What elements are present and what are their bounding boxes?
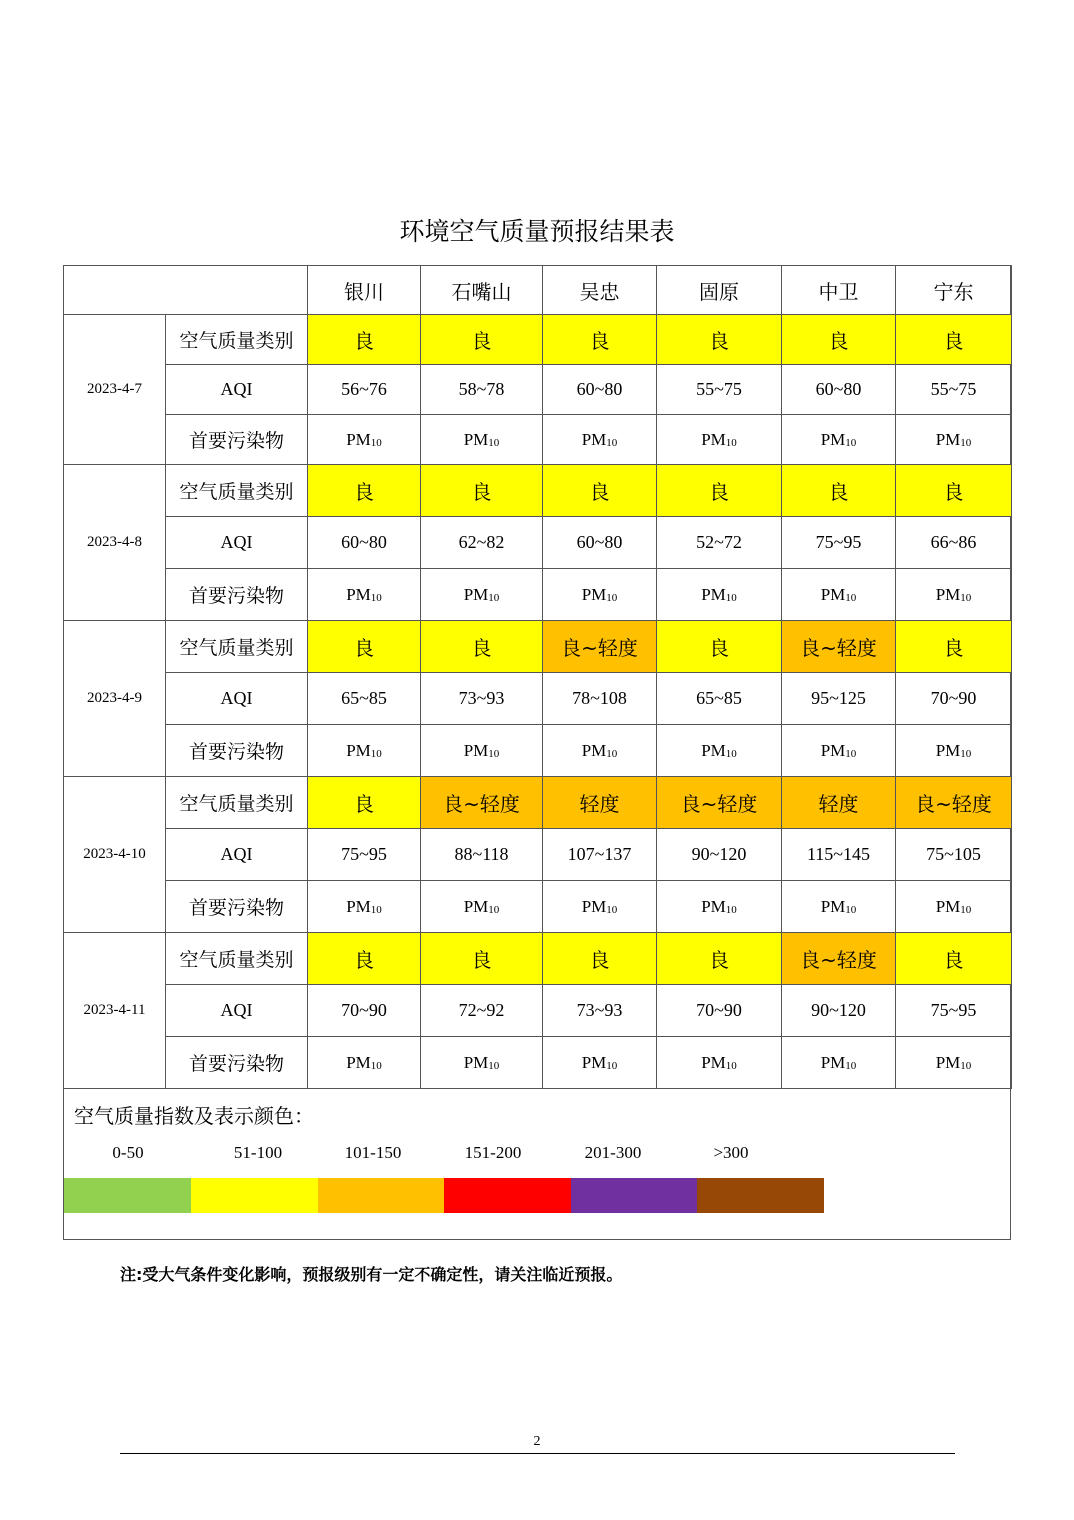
legend-range: 101-150 — [344, 1143, 402, 1162]
primary-pollutant-cell — [782, 1037, 896, 1089]
city-header: 吴忠 — [543, 266, 657, 315]
primary-pollutant-cell — [308, 415, 421, 465]
page-title: 环境空气质量预报结果表 — [399, 217, 675, 246]
air-quality-category-cell: 良~轻度 — [782, 933, 896, 985]
primary-pollutant-cell — [657, 1037, 782, 1089]
pollutant-name: PM — [346, 584, 371, 604]
primary-pollutant-cell — [782, 569, 896, 621]
aqi-value-cell: 55~75 — [896, 365, 1012, 415]
air-quality-category-cell: 良 — [896, 465, 1012, 517]
primary-pollutant-cell — [782, 725, 896, 777]
pollutant-subscript: 10 — [488, 436, 500, 449]
pollutant-name: PM — [463, 1052, 489, 1072]
aqi-value-cell: 115~145 — [782, 829, 896, 881]
pollutant-subscript: 10 — [370, 591, 382, 604]
footer-rule — [120, 1453, 955, 1454]
primary-pollutant-cell — [782, 881, 896, 933]
forecast-table — [63, 265, 1012, 1089]
pollutant-subscript: 10 — [488, 1059, 500, 1072]
row-label-pollutant: 首要污染物 — [166, 725, 308, 777]
air-quality-category-cell: 良 — [543, 315, 657, 365]
pollutant-subscript: 10 — [370, 747, 382, 760]
pollutant-subscript: 10 — [845, 1059, 857, 1072]
pollutant-subscript: 10 — [606, 591, 618, 604]
aqi-value-cell: 78~108 — [543, 673, 657, 725]
air-quality-category-cell: 轻度 — [543, 777, 657, 829]
pollutant-subscript: 10 — [488, 747, 500, 760]
aqi-value-cell: 70~90 — [896, 673, 1012, 725]
air-quality-category-cell: 良 — [657, 621, 782, 673]
pollutant-name: PM — [935, 1052, 961, 1072]
primary-pollutant-cell — [543, 569, 657, 621]
primary-pollutant-cell — [421, 1037, 543, 1089]
pollutant-name: PM — [935, 740, 961, 760]
aqi-value-cell: 60~80 — [543, 365, 657, 415]
aqi-value-cell: 56~76 — [308, 365, 421, 415]
primary-pollutant-cell — [657, 725, 782, 777]
aqi-value-cell: 58~78 — [421, 365, 543, 415]
pollutant-subscript: 10 — [960, 903, 972, 916]
pollutant-name: PM — [463, 740, 489, 760]
pollutant-name: PM — [701, 1052, 726, 1072]
pollutant-name: PM — [581, 740, 607, 760]
primary-pollutant-cell — [657, 881, 782, 933]
aqi-value-cell: 60~80 — [543, 517, 657, 569]
air-quality-category-cell: 良 — [421, 315, 543, 365]
air-quality-category-cell: 良~轻度 — [782, 621, 896, 673]
pollutant-name: PM — [935, 429, 961, 449]
aqi-value-cell: 55~75 — [657, 365, 782, 415]
primary-pollutant-cell — [421, 725, 543, 777]
air-quality-category-cell: 良 — [421, 933, 543, 985]
pollutant-name: PM — [820, 1052, 846, 1072]
primary-pollutant-cell — [543, 725, 657, 777]
pollutant-subscript: 10 — [725, 747, 737, 760]
row-label-pollutant: 首要污染物 — [166, 881, 308, 933]
pollutant-name: PM — [346, 896, 371, 916]
primary-pollutant-cell — [421, 415, 543, 465]
pollutant-subscript: 10 — [845, 591, 857, 604]
aqi-value-cell: 65~85 — [657, 673, 782, 725]
pollutant-subscript: 10 — [725, 591, 737, 604]
pollutant-name: PM — [463, 896, 489, 916]
air-quality-category-cell: 良 — [782, 465, 896, 517]
primary-pollutant-cell — [657, 415, 782, 465]
air-quality-category-cell: 良 — [657, 465, 782, 517]
air-quality-category-cell: 良~轻度 — [543, 621, 657, 673]
pollutant-subscript: 10 — [606, 903, 618, 916]
air-quality-category-cell: 良 — [782, 315, 896, 365]
air-quality-category-cell: 良 — [308, 777, 421, 829]
primary-pollutant-cell — [896, 881, 1012, 933]
air-quality-category-cell: 良 — [543, 465, 657, 517]
pollutant-name: PM — [701, 740, 726, 760]
pollutant-subscript: 10 — [370, 1059, 382, 1072]
row-label-pollutant: 首要污染物 — [166, 569, 308, 621]
aqi-value-cell: 73~93 — [543, 985, 657, 1037]
aqi-value-cell: 62~82 — [421, 517, 543, 569]
pollutant-name: PM — [346, 429, 371, 449]
pollutant-subscript: 10 — [370, 436, 382, 449]
legend-range: 151-200 — [464, 1143, 522, 1162]
primary-pollutant-cell — [896, 1037, 1012, 1089]
pollutant-subscript: 10 — [370, 903, 382, 916]
pollutant-name: PM — [820, 896, 846, 916]
aqi-value-cell: 95~125 — [782, 673, 896, 725]
pollutant-name: PM — [463, 584, 489, 604]
pollutant-subscript: 10 — [488, 591, 500, 604]
primary-pollutant-cell — [896, 569, 1012, 621]
air-quality-category-cell: 良 — [896, 621, 1012, 673]
pollutant-subscript: 10 — [960, 591, 972, 604]
aqi-value-cell: 90~120 — [782, 985, 896, 1037]
pollutant-subscript: 10 — [725, 1059, 737, 1072]
primary-pollutant-cell — [657, 569, 782, 621]
aqi-value-cell: 107~137 — [543, 829, 657, 881]
aqi-value-cell: 88~118 — [421, 829, 543, 881]
pollutant-name: PM — [935, 584, 961, 604]
air-quality-category-cell: 良 — [421, 465, 543, 517]
pollutant-subscript: 10 — [960, 436, 972, 449]
legend-swatch — [191, 1178, 318, 1213]
air-quality-category-cell: 轻度 — [782, 777, 896, 829]
legend-swatch — [318, 1178, 444, 1213]
aqi-value-cell: 75~95 — [782, 517, 896, 569]
pollutant-subscript: 10 — [606, 747, 618, 760]
row-label-aqi: AQI — [166, 985, 308, 1037]
primary-pollutant-cell — [782, 415, 896, 465]
air-quality-category-cell: 良 — [421, 621, 543, 673]
row-label-category: 空气质量类别 — [166, 315, 308, 365]
forecast-date: 2023-4-7 — [64, 315, 166, 465]
pollutant-name: PM — [581, 584, 607, 604]
air-quality-category-cell: 良~轻度 — [657, 777, 782, 829]
city-header: 中卫 — [782, 266, 896, 315]
row-label-pollutant: 首要污染物 — [166, 1037, 308, 1089]
row-label-aqi: AQI — [166, 517, 308, 569]
legend-swatch — [444, 1178, 571, 1213]
forecast-date: 2023-4-10 — [64, 777, 166, 933]
legend-title: 空气质量指数及表示颜色： — [74, 1104, 314, 1128]
city-header: 银川 — [308, 266, 421, 315]
row-label-category: 空气质量类别 — [166, 465, 308, 517]
pollutant-subscript: 10 — [960, 1059, 972, 1072]
primary-pollutant-cell — [543, 1037, 657, 1089]
primary-pollutant-cell — [543, 415, 657, 465]
pollutant-name: PM — [935, 896, 961, 916]
aqi-value-cell: 52~72 — [657, 517, 782, 569]
forecast-date: 2023-4-9 — [64, 621, 166, 777]
row-label-aqi: AQI — [166, 365, 308, 415]
page-number: 2 — [533, 1434, 541, 1449]
aqi-value-cell: 72~92 — [421, 985, 543, 1037]
row-label-category: 空气质量类别 — [166, 621, 308, 673]
city-header: 石嘴山 — [421, 266, 543, 315]
aqi-value-cell: 75~105 — [896, 829, 1012, 881]
aqi-value-cell: 60~80 — [782, 365, 896, 415]
legend-swatch — [64, 1178, 191, 1213]
aqi-value-cell: 73~93 — [421, 673, 543, 725]
pollutant-name: PM — [701, 584, 726, 604]
air-quality-category-cell: 良~轻度 — [421, 777, 543, 829]
pollutant-subscript: 10 — [488, 903, 500, 916]
pollutant-subscript: 10 — [606, 436, 618, 449]
city-header: 宁东 — [896, 266, 1012, 315]
air-quality-category-cell: 良 — [896, 933, 1012, 985]
aqi-value-cell: 65~85 — [308, 673, 421, 725]
pollutant-name: PM — [581, 429, 607, 449]
forecast-note: 注:受大气条件变化影响，预报级别有一定不确定性，请关注临近预报。 — [120, 1265, 623, 1284]
row-label-pollutant: 首要污染物 — [166, 415, 308, 465]
air-quality-category-cell: 良 — [308, 315, 421, 365]
row-label-aqi: AQI — [166, 673, 308, 725]
aqi-value-cell: 90~120 — [657, 829, 782, 881]
primary-pollutant-cell — [308, 725, 421, 777]
air-quality-category-cell: 良 — [308, 465, 421, 517]
aqi-value-cell: 60~80 — [308, 517, 421, 569]
aqi-value-cell: 70~90 — [657, 985, 782, 1037]
aqi-value-cell: 75~95 — [896, 985, 1012, 1037]
pollutant-name: PM — [820, 429, 846, 449]
pollutant-subscript: 10 — [845, 903, 857, 916]
forecast-date: 2023-4-11 — [64, 933, 166, 1089]
pollutant-name: PM — [581, 896, 607, 916]
pollutant-name: PM — [820, 584, 846, 604]
air-quality-category-cell: 良~轻度 — [896, 777, 1012, 829]
primary-pollutant-cell — [421, 569, 543, 621]
primary-pollutant-cell — [896, 725, 1012, 777]
forecast-date: 2023-4-8 — [64, 465, 166, 621]
pollutant-name: PM — [581, 1052, 607, 1072]
pollutant-subscript: 10 — [725, 903, 737, 916]
pollutant-name: PM — [346, 1052, 371, 1072]
pollutant-name: PM — [820, 740, 846, 760]
primary-pollutant-cell — [308, 569, 421, 621]
legend-range: 201-300 — [584, 1143, 642, 1162]
city-header: 固原 — [657, 266, 782, 315]
pollutant-name: PM — [701, 896, 726, 916]
row-label-aqi: AQI — [166, 829, 308, 881]
primary-pollutant-cell — [543, 881, 657, 933]
air-quality-category-cell: 良 — [543, 933, 657, 985]
aqi-value-cell: 70~90 — [308, 985, 421, 1037]
air-quality-category-cell: 良 — [308, 621, 421, 673]
aqi-value-cell: 66~86 — [896, 517, 1012, 569]
pollutant-name: PM — [701, 429, 726, 449]
aqi-value-cell: 75~95 — [308, 829, 421, 881]
pollutant-name: PM — [463, 429, 489, 449]
air-quality-category-cell: 良 — [308, 933, 421, 985]
legend-range: 51-100 — [233, 1143, 283, 1162]
legend-range: 0-50 — [112, 1143, 144, 1162]
legend-range: >300 — [713, 1143, 749, 1162]
row-label-category: 空气质量类别 — [166, 933, 308, 985]
air-quality-category-cell: 良 — [657, 933, 782, 985]
pollutant-subscript: 10 — [725, 436, 737, 449]
pollutant-subscript: 10 — [960, 747, 972, 760]
legend-swatch — [571, 1178, 697, 1213]
primary-pollutant-cell — [308, 881, 421, 933]
legend-swatch — [697, 1178, 824, 1213]
primary-pollutant-cell — [896, 415, 1012, 465]
air-quality-category-cell: 良 — [896, 315, 1012, 365]
primary-pollutant-cell — [421, 881, 543, 933]
air-quality-category-cell: 良 — [657, 315, 782, 365]
pollutant-subscript: 10 — [606, 1059, 618, 1072]
pollutant-name: PM — [346, 740, 371, 760]
primary-pollutant-cell — [308, 1037, 421, 1089]
header-blank-cell — [64, 266, 308, 315]
row-label-category: 空气质量类别 — [166, 777, 308, 829]
pollutant-subscript: 10 — [845, 436, 857, 449]
pollutant-subscript: 10 — [845, 747, 857, 760]
